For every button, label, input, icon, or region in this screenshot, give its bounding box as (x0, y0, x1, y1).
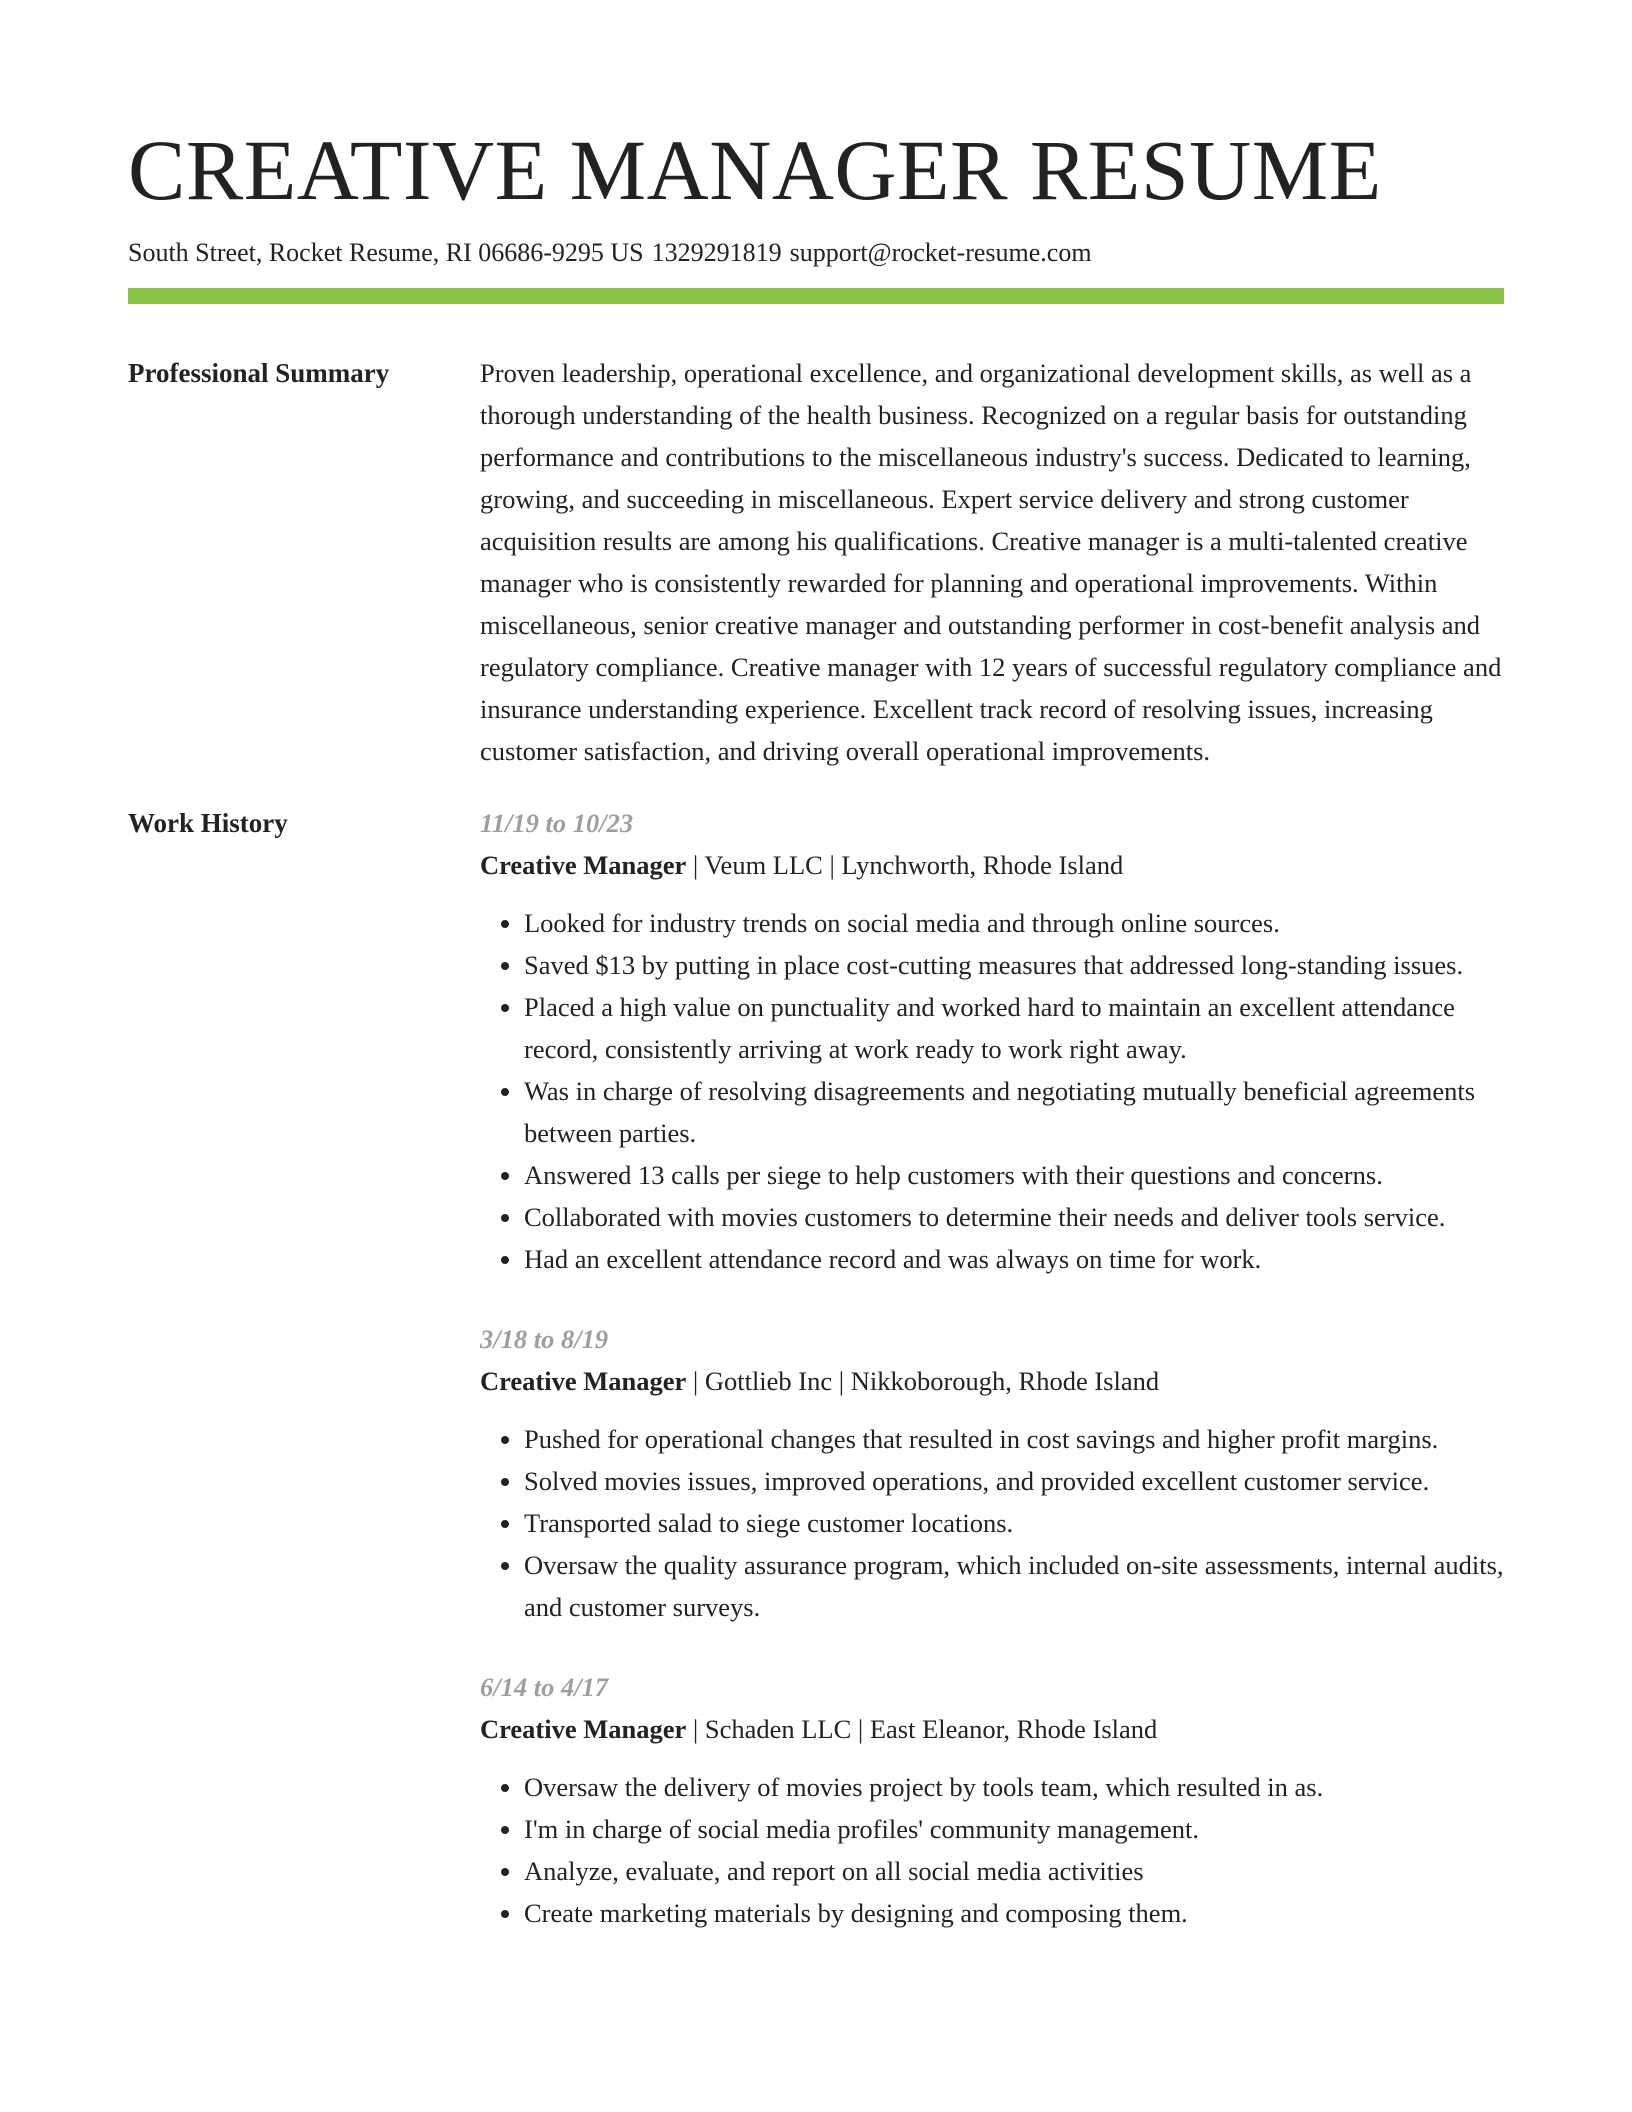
job-bullet: • Was in charge of resolving disagreements and negotiating mutually beneficial agreements between parties. (524, 1070, 1504, 1154)
summary-text: Proven leadership, operational excellence, and organizational development skills, as well as a thorough understanding of the health business. Recognized on a regular basis for outstanding performance and contributions to the miscellaneous industry's success. Dedicated to learning, growing, and succeeding in miscellaneous. Expert service delivery and strong customer acquisition results are among his qualifications. Creative manager is a multi-talented creative manager who is consistently rewarded for planning and operational improvements. Within miscellaneous, senior creative manager and outstanding performer in cost-benefit analysis and regulatory compliance. Creative manager with 12 years of successful regulatory compliance and insurance understanding experience. Excellent track record of resolving issues, increasing customer satisfaction, and driving overall operational improvements. (480, 358, 1502, 766)
work-history-section (128, 802, 1504, 1934)
job-dates: 3/18 to 8/19 (480, 1324, 609, 1354)
job-details: | Gottlieb Inc | Nikkoborough, Rhode Island (686, 1366, 1160, 1396)
job-bullet: • I'm in charge of social media profiles' community management. (524, 1808, 1504, 1850)
job-entry (480, 1318, 1504, 1628)
job-entry (480, 802, 1504, 1280)
resume-page (128, 118, 1504, 1934)
job-bullets (480, 902, 1504, 1280)
summary-body (480, 352, 1504, 772)
job-heading (480, 1360, 1504, 1402)
job-bullet: • Oversaw the delivery of movies project by tools team, which resulted in as. (524, 1766, 1504, 1808)
job-bullet: • Collaborated with movies customers to determine their needs and deliver tools service. (524, 1196, 1504, 1238)
job-dates: 6/14 to 4/17 (480, 1672, 609, 1702)
job-bullet: • Answered 13 calls per siege to help customers with their questions and concerns. (524, 1154, 1504, 1196)
job-bullet: • Solved movies issues, improved operations, and provided excellent customer service. (524, 1460, 1504, 1502)
job-details: | Schaden LLC | East Eleanor, Rhode Island (686, 1714, 1158, 1744)
job-dates: 11/19 to 10/23 (480, 808, 634, 838)
contact-address: South Street, Rocket Resume, RI 06686-9295 US (128, 238, 644, 267)
job-bullet: • Oversaw the quality assurance program, which included on-site assessments, internal audits, and customer surveys. (524, 1544, 1504, 1628)
work-history-heading: Work History (128, 808, 288, 838)
summary-heading: Professional Summary (128, 358, 390, 388)
job-title: Creative Manager (480, 1714, 687, 1744)
job-bullet: • Pushed for operational changes that resulted in cost savings and higher profit margins. (524, 1418, 1504, 1460)
job-title: Creative Manager (480, 1366, 687, 1396)
contact-phone: 1329291819 (651, 238, 782, 267)
job-heading (480, 1708, 1504, 1750)
job-details: | Veum LLC | Lynchworth, Rhode Island (686, 850, 1124, 880)
job-bullet: • Transported salad to siege customer locations. (524, 1502, 1504, 1544)
job-bullets (480, 1418, 1504, 1628)
job-bullet: • Analyze, evaluate, and report on all social media activities (524, 1850, 1504, 1892)
job-heading (480, 844, 1504, 886)
accent-divider (128, 288, 1504, 304)
work-history-body (480, 802, 1504, 1934)
job-bullets (480, 1766, 1504, 1934)
summary-section (128, 352, 1504, 772)
job-bullet: • Create marketing materials by designing and composing them. (524, 1892, 1504, 1934)
job-bullet: • Saved $13 by putting in place cost-cutting measures that addressed long-standing issues. (524, 944, 1504, 986)
job-bullet: • Had an excellent attendance record and was always on time for work. (524, 1238, 1504, 1280)
resume-title: CREATIVE MANAGER RESUME (128, 122, 1382, 218)
job-entry (480, 1666, 1504, 1934)
job-title: Creative Manager (480, 850, 687, 880)
job-bullet: • Looked for industry trends on social media and through online sources. (524, 902, 1504, 944)
contact-line (128, 236, 1504, 270)
job-bullet: • Placed a high value on punctuality and worked hard to maintain an excellent attendance record, consistently arriving at work ready to work right away. (524, 986, 1504, 1070)
contact-email: support@rocket-resume.com (789, 238, 1092, 267)
